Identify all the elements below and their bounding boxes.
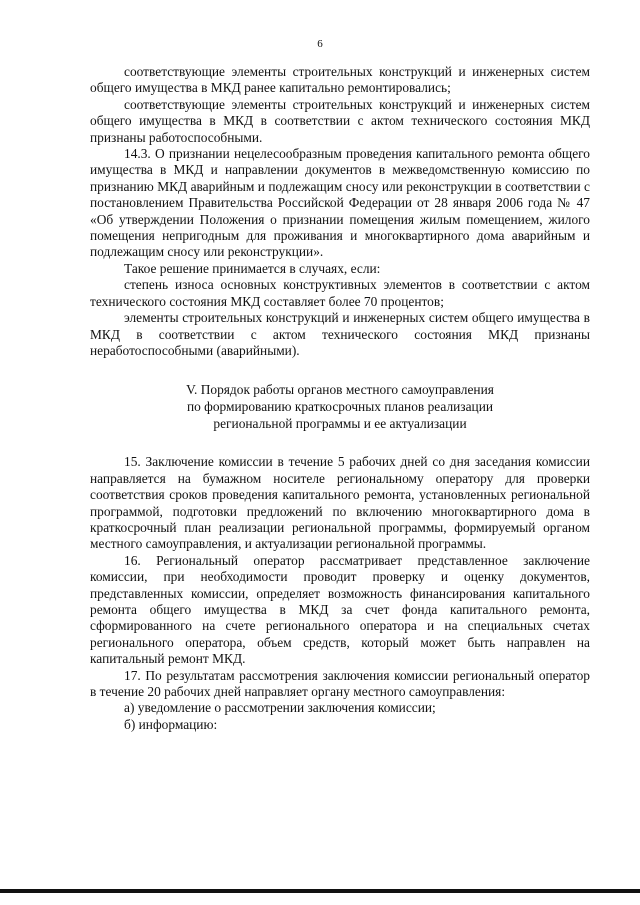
paragraph: 14.3. О признании нецелесообразным проведения капитального ремонта общего имущества в МКД и направлении документов в межведомственную комиссию по признанию МКД аварийным и подлежащим сносу или реконструкции в соответствии с постановлением Правительства Российской Федерации от 28 января 2006 года № 47 «Об утверждении Положения о признании помещения жилым помещением, жилого помещения непригодным для проживания и многоквартирного дома аварийным и подлежащим сносу или реконструкции». xyxy=(90,146,590,260)
section-heading xyxy=(90,381,590,432)
paragraph: соответствующие элементы строительных конструкций и инженерных систем общего имущества в МКД ранее капитально ремонтировались; xyxy=(90,64,590,96)
page-bottom-border xyxy=(0,889,640,893)
paragraph: 15. Заключение комиссии в течение 5 рабочих дней со дня заседания комиссии направляется на бумажном носителе региональному оператору для проверки соответствия сроков проведения капитального ремонта, установленных региональной программой, подготовки предложений по включению многоквартирного дома в краткосрочный план реализации региональной программы, формируемый органом местного самоуправления, и актуализации региональной программы. xyxy=(90,454,590,552)
paragraph: б) информацию: xyxy=(124,716,218,732)
paragraph: элементы строительных конструкций и инженерных систем общего имущества в МКД в соответствии с актом технического состояния МКД признаны неработоспособными (аварийными). xyxy=(90,310,590,358)
section-heading-line: V. Порядок работы органов местного самоуправления xyxy=(186,382,494,398)
paragraph: степень износа основных конструктивных элементов в соответствии с актом технического состояния МКД составляет более 70 процентов; xyxy=(90,277,590,309)
document-body xyxy=(90,64,590,733)
paragraph: Такое решение принимается в случаях, если: xyxy=(124,260,381,276)
paragraph: а) уведомление о рассмотрении заключения комиссии; xyxy=(124,700,436,716)
section-heading-line: региональной программы и ее актуализации xyxy=(213,416,467,432)
paragraph: 16. Региональный оператор рассматривает представленное заключение комиссии, при необходимости проводит проверку и оценку документов, представленных комиссии, определяет возможность финансирования капитального ремонта общего имущества в МКД за счет фонда капитального ремонта, сформированного на счете регионального оператора и на специальных счетах регионального оператора, объем средств, который может быть направлен на капитальный ремонт МКД. xyxy=(90,552,590,667)
paragraph: 17. По результатам рассмотрения заключения комиссии региональный оператор в течение 20 рабочих дней направляет органу местного самоуправления: xyxy=(90,667,590,699)
section-heading-line: по формированию краткосрочных планов реализации xyxy=(186,399,494,415)
paragraph: соответствующие элементы строительных конструкций и инженерных систем общего имущества в МКД в соответствии с актом технического состояния МКД признаны работоспособными. xyxy=(90,96,590,145)
page-number: 6 xyxy=(317,38,323,50)
